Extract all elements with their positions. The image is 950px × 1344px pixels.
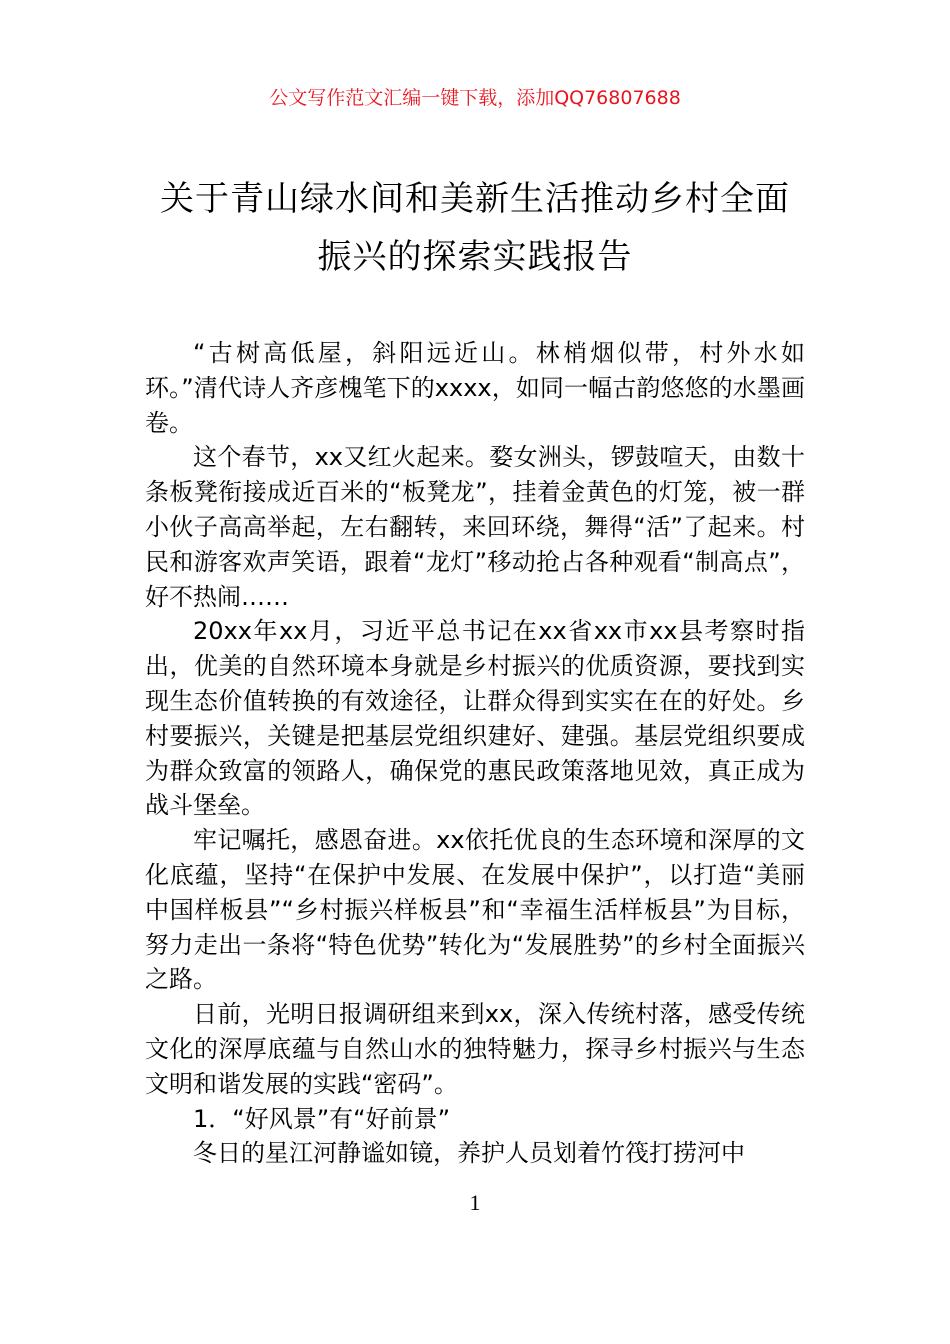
paragraph-5: 日前，光明日报调研组来到xx，深入传统村落，感受传统文化的深厚底蕴与自然山水的独特魅力，探寻乡村振兴与生态文明和谐发展的实践“密码”。 <box>145 1000 805 1098</box>
paragraph-2: 这个春节，xx又红火起来。婺女洲头，锣鼓喧天，由数十条板凳衔接成近百米的“板凳龙”，挂着金黄色的灯笼，被一群小伙子高高举起，左右翻转，来回环绕，舞得“活”了起来。村民和游客欢声笑语，跟着“龙灯”移动抢占各种观看“制高点”，好不热闹…… <box>145 443 805 611</box>
section-heading-1: 1．“好风景”有“好前景” <box>193 1104 451 1133</box>
document-title <box>145 170 805 286</box>
title-line-2: 振兴的探索实践报告 <box>317 237 633 277</box>
title-line-1: 关于青山绿水间和美新生活推动乡村全面 <box>160 179 790 219</box>
paragraph-6: 冬日的星江河静谧如镜，养护人员划着竹筏打捞河中 <box>193 1139 745 1168</box>
page-number: 1 <box>469 1190 481 1215</box>
header-download-note: 公文写作范文汇编一键下载，添加QQ76807688 <box>269 87 681 109</box>
paragraph-4: 牢记嘱托，感恩奋进。xx依托优良的生态环境和深厚的文化底蕴，坚持“在保护中发展、在发展中保护”，以打造“美丽中国样板县”“乡村振兴样板县”和“幸福生活样板县”为目标，努力走出一条将“特色优势”转化为“发展胜势”的乡村全面振兴之路。 <box>145 826 805 994</box>
paragraph-1: “古树高低屋，斜阳远近山。林梢烟似带，村外水如环。”清代诗人齐彦槐笔下的xxxx，如同一幅古韵悠悠的水墨画卷。 <box>145 339 805 437</box>
paragraph-3: 20xx年xx月，习近平总书记在xx省xx市xx县考察时指出，优美的自然环境本身就是乡村振兴的优质资源，要找到实现生态价值转换的有效途径，让群众得到实实在在的好处。乡村要振兴，关键是把基层党组织建好、建强。基层党组织要成为群众致富的领路人，确保党的惠民政策落地见效，真正成为战斗堡垒。 <box>145 617 805 820</box>
document-body <box>145 336 805 1171</box>
